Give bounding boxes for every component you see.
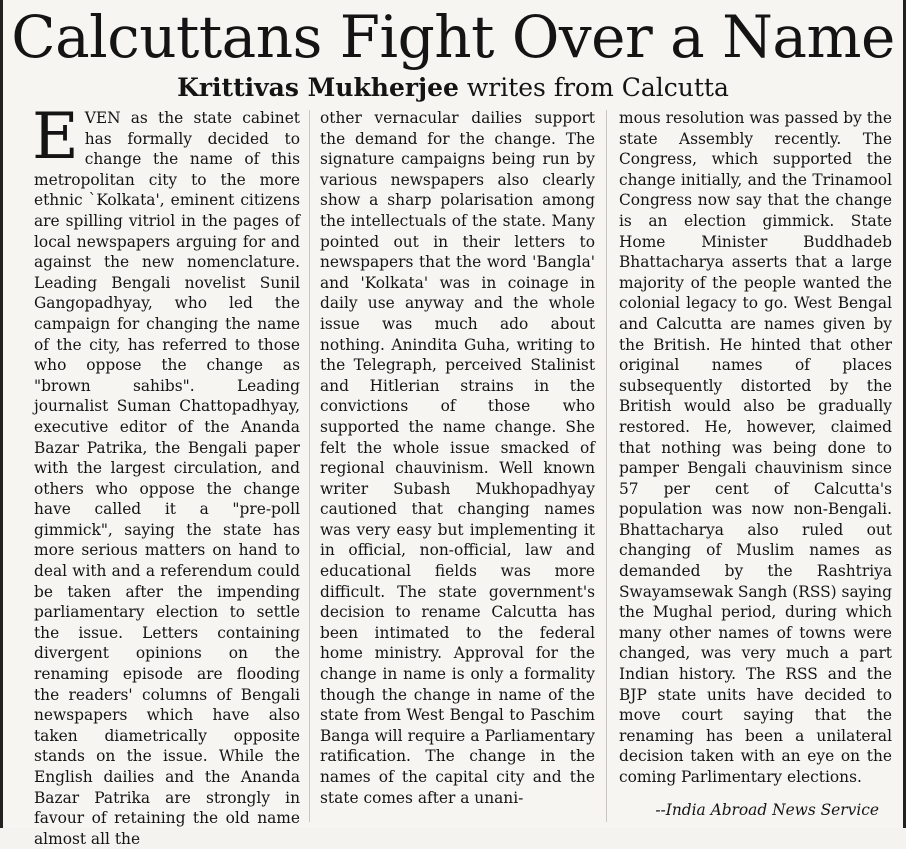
article-column-2 (320, 108, 595, 808)
article-column-3 (619, 108, 892, 788)
article-column-1 (32, 100, 300, 849)
news-service-credit: --India Abroad News Service (655, 801, 879, 819)
column-rule (606, 110, 607, 822)
headline: Calcuttans Fight Over a Name (11, 3, 895, 71)
column-3-text: mous resolution was passed by the state Assembly recently. The Congress, which supported the change initially, and the Trinamool Congress now say that the change is an election gimmick. State Home Minister Buddhadeb Bhattacharya asserts that a large majority of the people wanted the colonial legacy to go. West Bengal and Calcutta are names given by the British. He hinted that other original names of places subsequently distorted by the British would also be gradually restored. He, however, claimed that nothing was being done to pamper Bengali chauvinism since 57 per cent of Calcutta's population was now non-Bengali. Bhattacharya also ruled out changing of Muslim names as demanded by the Rashtriya Swayamsewak Sangh (RSS) saying the Mughal period, during which many other names of towns were changed, was very much a part Indian history. The RSS and the BJP state units have decided to move court saying that the renaming has been a unilateral decision taken with an eye on the coming Parlimentary elections. (619, 109, 892, 786)
column-rule (309, 110, 310, 822)
drop-cap: E (32, 100, 79, 174)
byline-suffix: writes from Calcutta (466, 73, 729, 102)
column-1-text: VEN as the state cabinet has formally decided to change the name of this metropolitan city to the more ethnic `Kolkata', eminent citizens are spilling vitriol in the pages of local newspapers arguing for and against the new nomenclature. Leading Bengali novelist Sunil Gangopadhyay, who led the campaign for changing the name of the city, has referred to those who oppose the change as "brown sahibs". Leading journalist Suman Chattopadhyay, executive editor of the Ananda Bazar Patrika, the Bengali paper with the largest circulation, and others who oppose the change have called it a "pre-poll gimmick", saying the state has more serious matters on hand to deal with and a referendum could be taken after the impending parliamentary election to settle the issue. Letters containing divergent opinions on the renaming episode are flooding the readers' columns of Bengali newspapers which have also taken diametrically opposite stands on the issue. While the English dailies and the Ananda Bazar Patrika are strongly in favour of retaining the old name almost all the (34, 109, 300, 848)
byline-author: Krittivas Mukherjee (177, 73, 459, 102)
byline (3, 72, 903, 104)
column-2-text: other vernacular dailies support the demand for the change. The signature campaigns being run by various newspapers also clearly show a sharp polarisation among the intellectuals of the state. Many pointed out in their letters to newspapers that the word 'Bangla' and 'Kolkata' was in coinage in daily use anyway and the whole issue was much ado about nothing. Anindita Guha, writing to the Telegraph, perceived Stalinist and Hitlerian strains in the convictions of those who supported the name change. She felt the whole issue smacked of regional chauvinism. Well known writer Subash Mukhopadhyay cautioned that changing names was very easy but implementing it in official, non-official, law and educational fields was more difficult. The state government's decision to rename Calcutta has been intimated to the federal home ministry. Approval for the change in name is only a formality though the change in name of the state from West Bengal to Paschim Banga will require a Parliamentary ratification. The change in the names of the capital city and the state comes after a unani- (320, 109, 595, 807)
